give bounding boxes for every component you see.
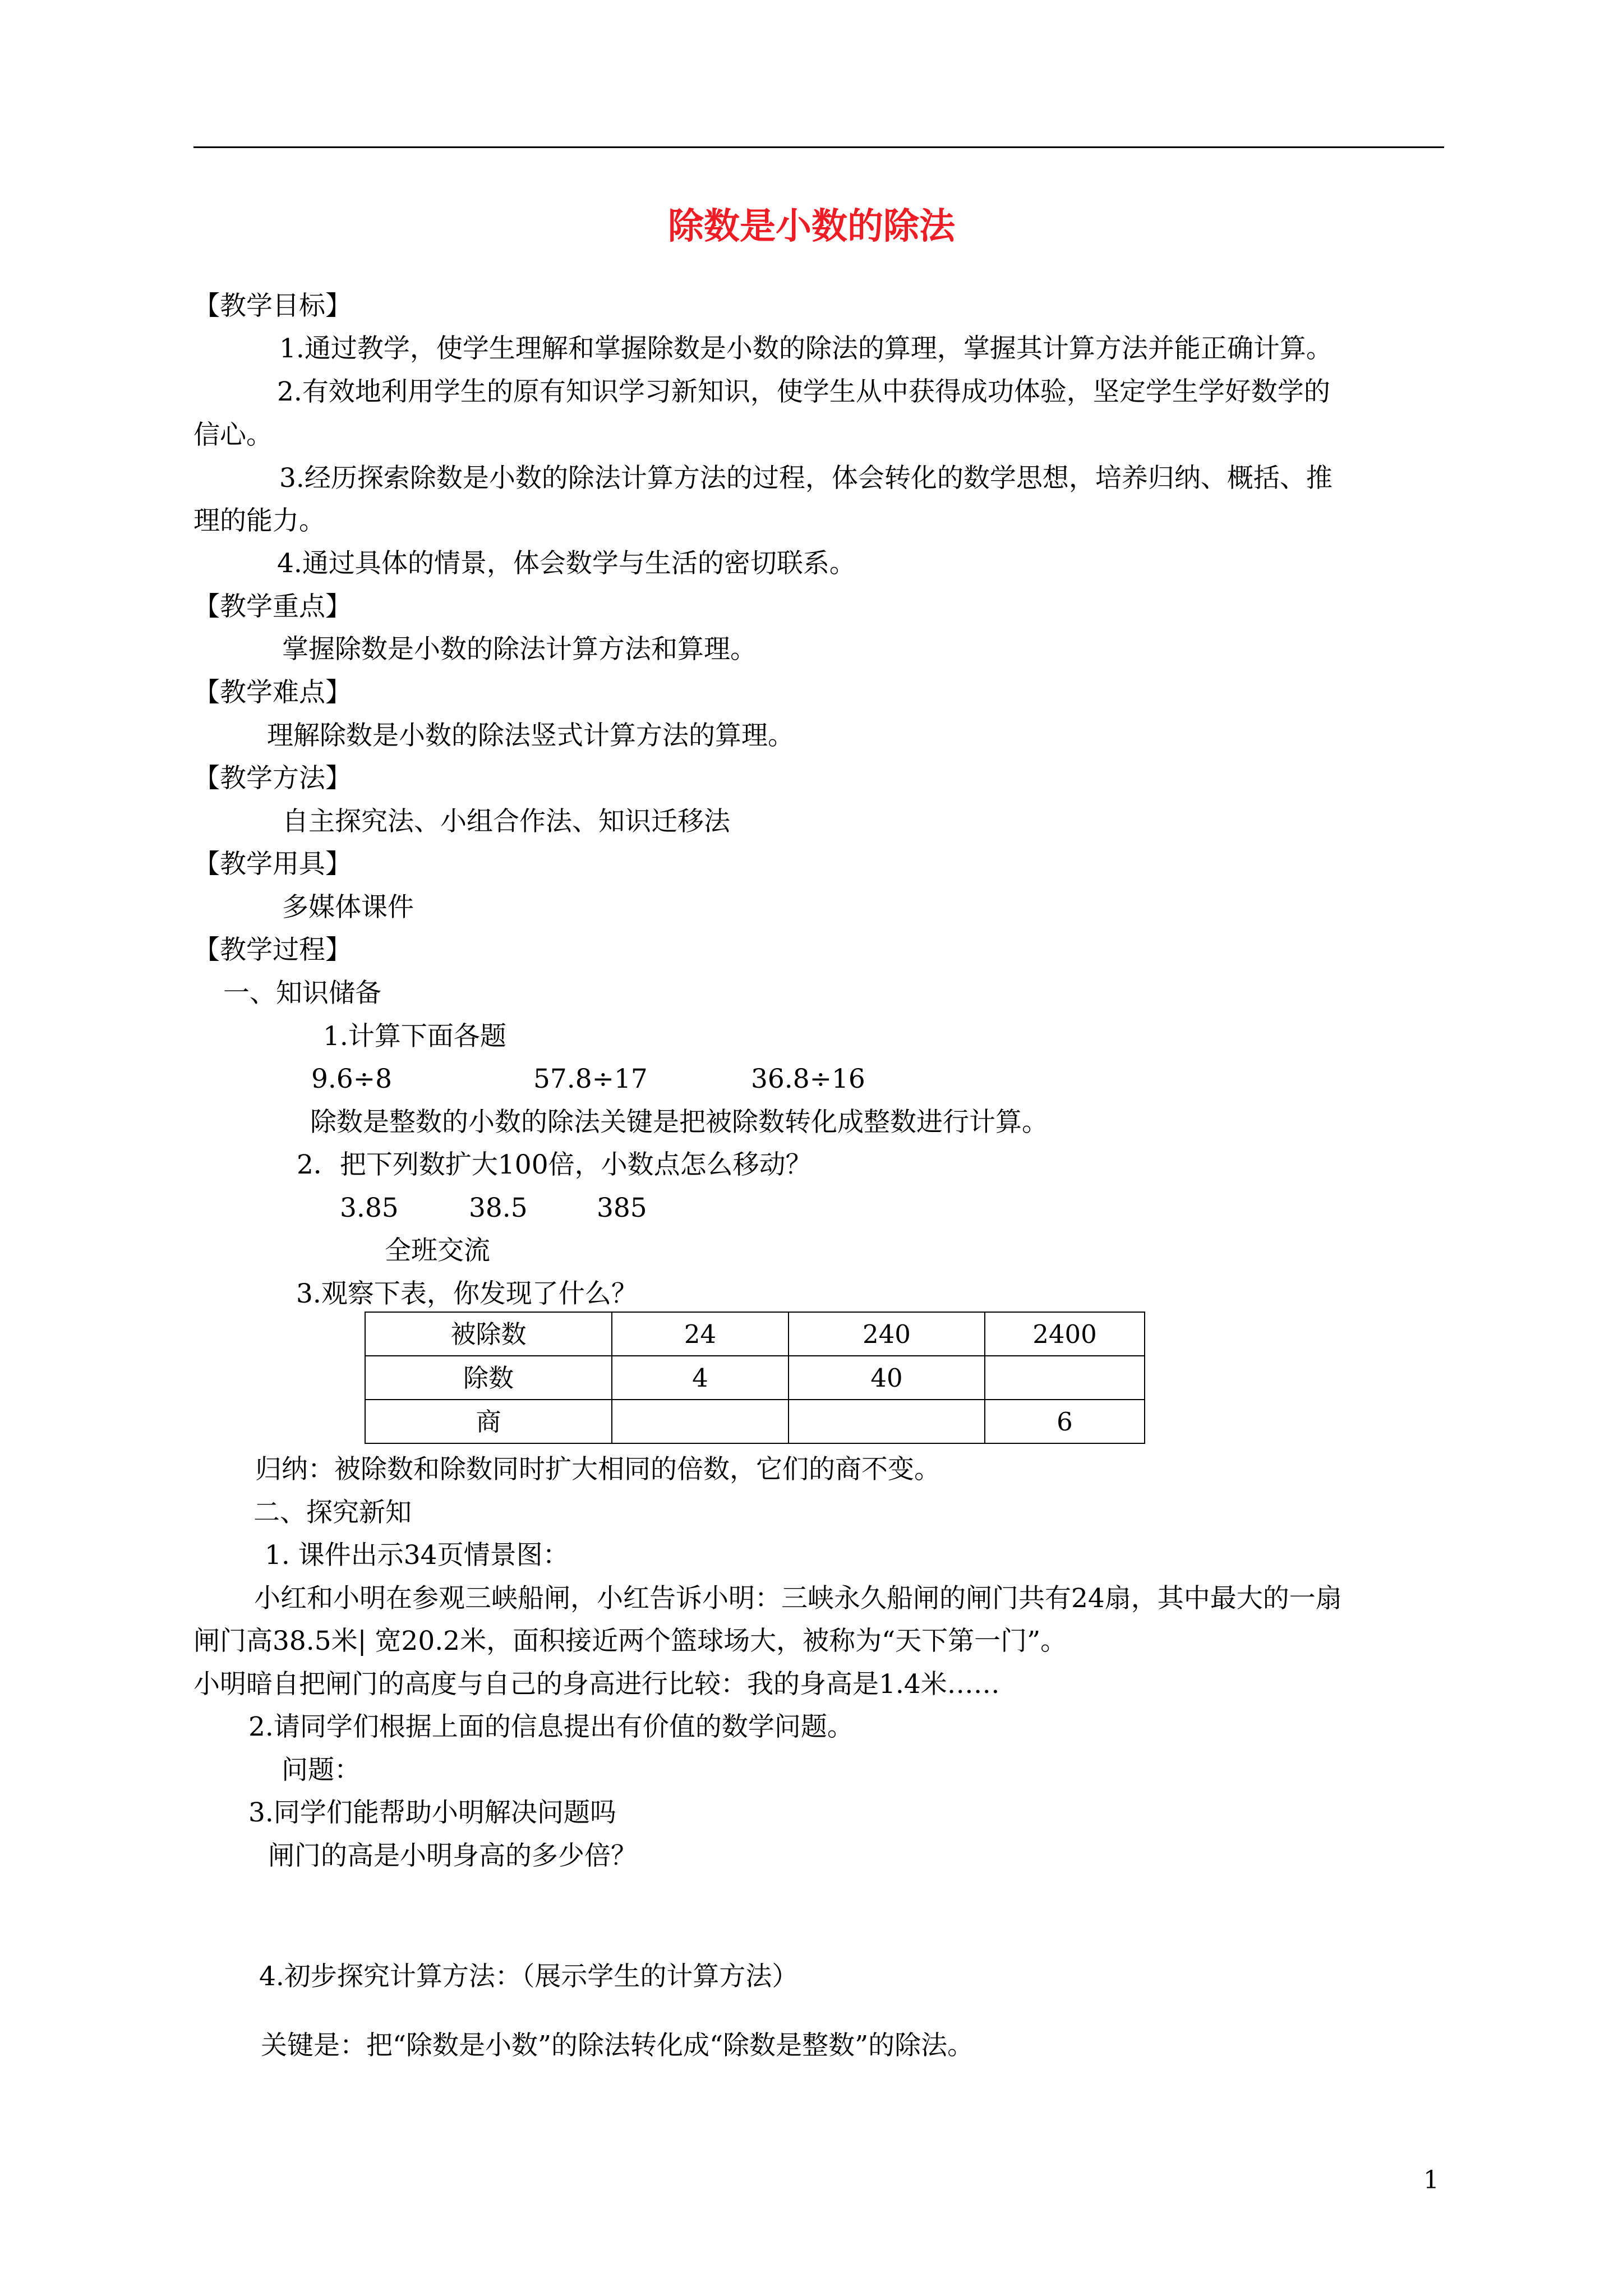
part1-q1-note: 除数是整数的小数的除法关键是把被除数转化成整数进行计算。 <box>310 1107 1048 1138</box>
table-cell <box>789 1400 985 1443</box>
q2-item: 3.85 <box>340 1193 399 1223</box>
process-header: 【教学过程】 <box>193 935 352 965</box>
difficulty-text: 理解除数是小数的除法竖式计算方法的算理。 <box>267 720 794 751</box>
q1-item: 57.8÷17 <box>533 1064 648 1094</box>
table-cell: 被除数 <box>365 1312 612 1356</box>
q2-item: 385 <box>597 1193 647 1223</box>
part2-s4: 4.初步探究计算方法：（展示学生的计算方法） <box>259 1961 799 1992</box>
q2-item: 38.5 <box>469 1193 528 1223</box>
tools-header: 【教学用具】 <box>193 849 352 880</box>
key-header: 【教学重点】 <box>193 591 352 622</box>
table-cell: 6 <box>985 1400 1145 1443</box>
part2-s3-question: 闸门的高是小明身高的多少倍？ <box>268 1841 637 1871</box>
goal-1: 1.通过教学，使学生理解和掌握除数是小数的除法的算理，掌握其计算方法并能正确计算。 <box>279 333 1332 364</box>
table-cell: 40 <box>789 1356 985 1400</box>
goal-3: 3.经历探索除数是小数的除法计算方法的过程，体会转化的数学思想，培养归纳、概括、推 <box>279 463 1332 494</box>
table-cell: 商 <box>365 1400 612 1443</box>
part2-s3: 3.同学们能帮助小明解决问题吗 <box>248 1797 616 1828</box>
part2-s2-label: 问题： <box>282 1755 361 1786</box>
page-number: 1 <box>1423 2166 1439 2194</box>
part2-key-point: 关键是：把“除数是小数”的除法转化成“除数是整数”的除法。 <box>261 2030 974 2061</box>
part1-q1-items <box>311 1066 865 1092</box>
page-title: 除数是小数的除法 <box>668 205 955 247</box>
table-cell <box>985 1356 1145 1400</box>
part2-story-1: 小红和小明在参观三峡船闸，小红告诉小明：三峡永久船闸的闸门共有24扇，其中最大的一扇 <box>254 1583 1342 1614</box>
part1-q2-items <box>340 1195 647 1221</box>
key-text: 掌握除数是小数的除法计算方法和算理。 <box>282 634 757 665</box>
q1-item: 9.6÷8 <box>311 1064 393 1094</box>
table-cell: 24 <box>612 1312 789 1356</box>
table-cell: 2400 <box>985 1312 1145 1356</box>
goal-2-cont: 信心。 <box>193 420 273 450</box>
part1-q2-note: 全班交流 <box>385 1235 490 1266</box>
table-cell: 除数 <box>365 1356 612 1400</box>
part1-q2: 2．把下列数扩大100倍，小数点怎么移动？ <box>297 1149 812 1180</box>
method-text: 自主探究法、小组合作法、知识迁移法 <box>282 806 730 837</box>
observation-table <box>365 1312 1145 1444</box>
header-rule <box>193 146 1444 148</box>
table-cell: 4 <box>612 1356 789 1400</box>
part2-story-2: 闸门高38.5米| 宽20.2米，面积接近两个篮球场大，被称为“天下第一门”。 <box>193 1626 1067 1657</box>
goal-header: 【教学目标】 <box>193 291 352 321</box>
part2-story-3: 小明暗自把闸门的高度与自己的身高进行比较：我的身高是1.4米…… <box>193 1669 1000 1700</box>
part2-s1: 1. 课件出示34页情景图： <box>265 1540 569 1571</box>
difficulty-header: 【教学难点】 <box>193 677 352 708</box>
goal-3-cont: 理的能力。 <box>193 505 325 536</box>
part2-s2: 2.请同学们根据上面的信息提出有价值的数学问题。 <box>248 1711 854 1742</box>
goal-2: 2.有效地利用学生的原有知识学习新知识，使学生从中获得成功体验，坚定学生学好数学的 <box>277 376 1330 407</box>
part1-heading: 一、知识储备 <box>223 978 381 1009</box>
table-cell: 240 <box>789 1312 985 1356</box>
table-row <box>365 1400 1145 1443</box>
table-cell <box>612 1400 789 1443</box>
table-row <box>365 1356 1145 1400</box>
part1-summary: 归纳：被除数和除数同时扩大相同的倍数，它们的商不变。 <box>255 1454 940 1485</box>
part2-heading: 二、探究新知 <box>253 1497 412 1528</box>
table-row <box>365 1312 1145 1356</box>
tools-text: 多媒体课件 <box>282 892 414 923</box>
part1-q1: 1.计算下面各题 <box>323 1021 506 1052</box>
q1-item: 36.8÷16 <box>751 1064 865 1094</box>
part1-q3: 3.观察下表，你发现了什么？ <box>296 1278 638 1309</box>
goal-4: 4.通过具体的情景，体会数学与生活的密切联系。 <box>277 548 856 579</box>
method-header: 【教学方法】 <box>193 763 352 794</box>
